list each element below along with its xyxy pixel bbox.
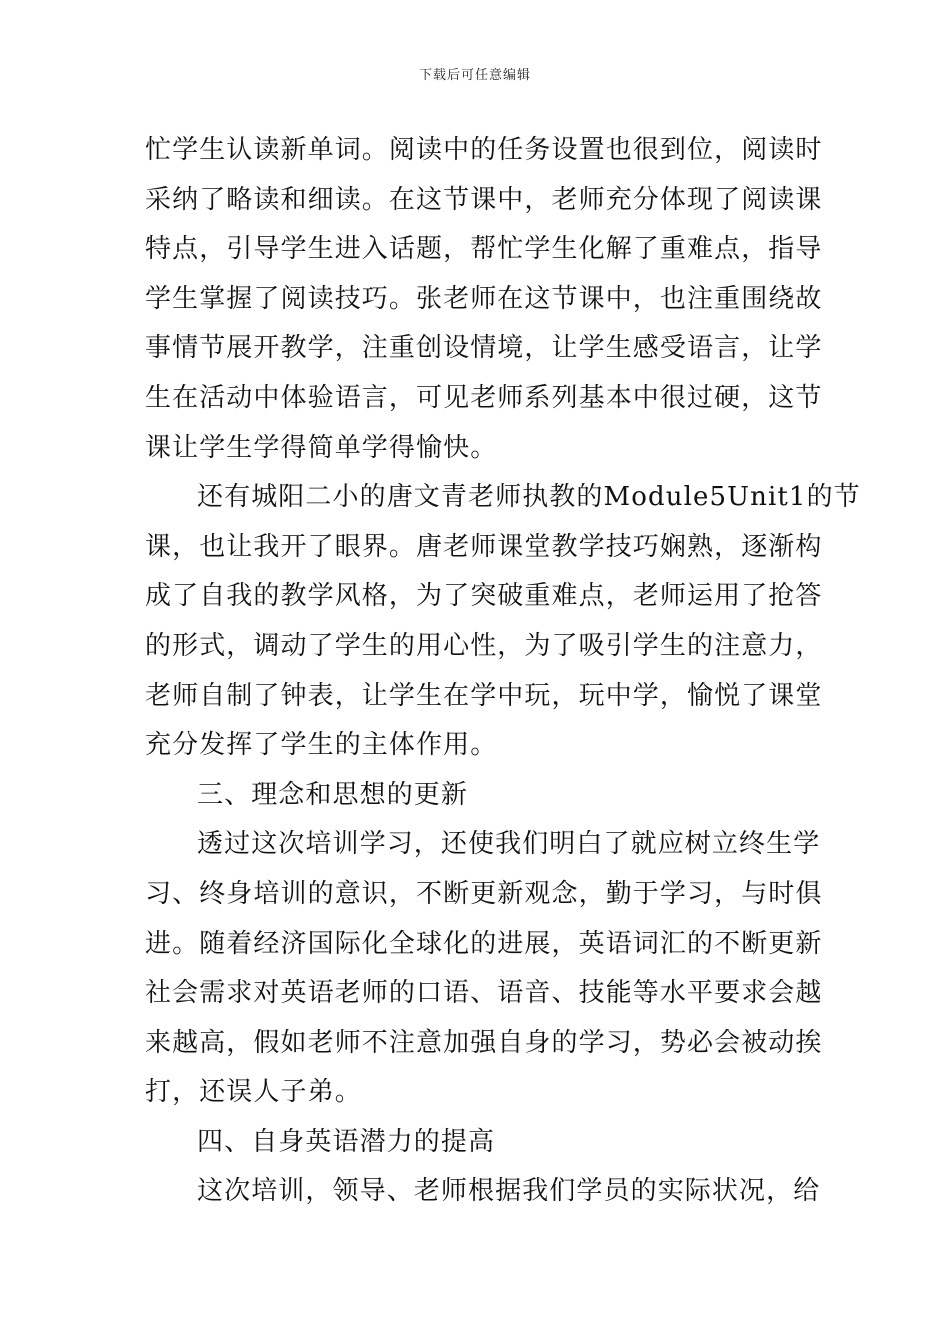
text-line: 的形式，调动了学生的用心性，为了吸引学生的注意力，: [145, 630, 823, 661]
text-line: 习、终身培训的意识，不断更新观念，勤于学习，与时俱: [145, 878, 823, 909]
text-line: 生在活动中体验语言，可见老师系列基本中很过硬，这节: [145, 382, 823, 413]
text-line: 打，还误人子弟。: [145, 1077, 362, 1108]
text-line: 进。随着经济国际化全球化的进展，英语词汇的不断更新: [145, 928, 823, 959]
text-line: 忙学生认读新单词。阅读中的任务设置也很到位，阅读时: [145, 135, 823, 165]
text-line: 特点，引导学生进入话题，帮忙学生化解了重难点，指导: [145, 234, 823, 265]
document-body: [145, 126, 861, 1217]
text-line: 事情节展开教学，注重创设情境，让学生感受语言，让学: [145, 333, 823, 364]
text-line: 学生掌握了阅读技巧。张老师在这节课中，也注重围绕故: [145, 283, 823, 314]
text-line: 这次培训，领导、老师根据我们学员的实际状况，给: [197, 1176, 821, 1207]
page-header: 下载后可任意编辑: [418, 68, 531, 83]
text-line: 来越高，假如老师不注意加强自身的学习，势必会被动挨: [145, 1027, 823, 1058]
text-line: 课让学生学得简单学得愉快。: [145, 432, 498, 463]
text-line: 课，也让我开了眼界。唐老师课堂教学技巧娴熟，逐渐构: [145, 531, 823, 562]
text-line: 成了自我的教学风格，为了突破重难点，老师运用了抢答: [145, 581, 823, 612]
text-line: 老师自制了钟表，让学生在学中玩，玩中学，愉悦了课堂: [145, 680, 823, 711]
text-line: 充分发挥了学生的主体作用。: [145, 730, 498, 761]
text-line: 还有城阳二小的唐文青老师执教的Module5Unit1的节: [197, 482, 861, 513]
text-line: 采纳了略读和细读。在这节课中，老师充分体现了阅读课: [145, 184, 823, 215]
text-line: 透过这次培训学习，还使我们明白了就应树立终生学: [197, 829, 821, 860]
text-line: 三、理念和思想的更新: [197, 779, 469, 810]
text-line: 社会需求对英语老师的口语、语音、技能等水平要求会越: [145, 978, 823, 1009]
text-line: 四、自身英语潜力的提高: [197, 1126, 496, 1157]
